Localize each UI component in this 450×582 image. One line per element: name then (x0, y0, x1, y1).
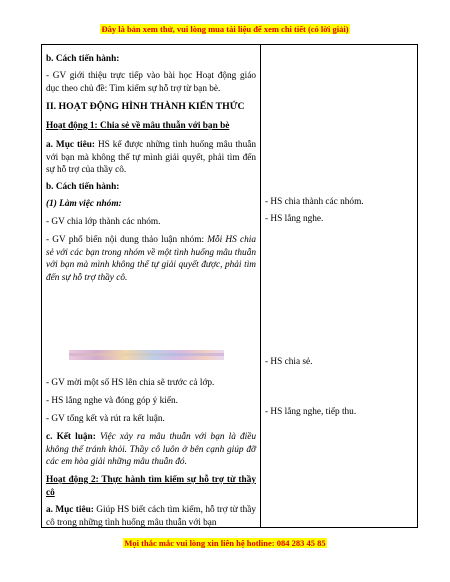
objective-label-2: a. Mục tiêu: (46, 505, 94, 515)
preview-banner (0, 24, 450, 34)
student-divide-groups: - HS chia thành các nhóm. (265, 197, 364, 207)
student-listen-absorb: - HS lắng nghe, tiếp thu. (265, 407, 357, 417)
summary-step: - GV tổng kết và rút ra kết luận. (46, 414, 165, 424)
hotline-banner (0, 538, 450, 548)
preview-banner-text: Đây là bản xem thử, vui lòng mua tài liệu để xem chi tiết (có lời giải) (101, 24, 349, 34)
method-heading-2: b. Cách tiến hành: (46, 182, 120, 192)
objective-text-2: Giúp HS biết cách tìm kiếm, hỗ trợ từ thầy cô trong những tình huống mâu thuẫn với bạn (46, 505, 256, 528)
student-share: - HS chia sẻ. (265, 357, 313, 367)
student-activity-column (261, 45, 418, 528)
conclusion-label: c. Kết luận: (46, 432, 96, 442)
objective-text: HS kể được những tình huống mâu thuẫn với bạn mà không thể tự mình giải quyết, phải tìm đến sự hỗ trợ của thầy cô. (46, 140, 256, 176)
teacher-activity-column (42, 45, 261, 528)
intro-paragraph: - GV giới thiệu trực tiếp vào bài học Hoạt động giáo dục theo chủ đề: Tìm kiếm sự hỗ trợ từ bạn bè. (46, 71, 256, 94)
discussion-instructions (46, 234, 256, 285)
activity-1-objective (46, 139, 256, 177)
divide-class-step: - GV chia lớp thành các nhóm. (46, 217, 161, 227)
activity-2-title: Hoạt động 2: Thực hành tìm kiếm sự hỗ trợ từ thầy cô (46, 475, 256, 498)
hotline-text: Mọi thắc mắc vui lòng xin liên hệ hotline: 084 283 45 85 (124, 538, 326, 548)
method-heading-1: b. Cách tiến hành: (46, 54, 120, 64)
objective-label: a. Mục tiêu: (46, 140, 96, 150)
student-listen: - HS lắng nghe. (265, 214, 324, 224)
listen-contribute-step: - HS lắng nghe và đóng góp ý kiến. (46, 396, 178, 406)
activity-1-title: Hoạt động 1: Chia sẻ về mâu thuẫn với bạn bè (46, 121, 230, 131)
share-step: - GV mời một số HS lên chia sẽ trước cả lớp. (46, 378, 215, 388)
section-heading: II. HOẠT ĐỘNG HÌNH THÀNH KIẾN THỨC (46, 101, 245, 112)
lesson-table (41, 44, 418, 528)
discussion-task: Mỗi HS chia sẻ với các bạn trong nhóm về một tình huống mâu thuẫn với bạn mà mình không thể tự giải quyết được, phải tìm đến sự hỗ trợ thầy cô. (46, 235, 256, 284)
activity-2-objective (46, 504, 256, 528)
conclusion (46, 431, 256, 469)
conclusion-text: Việc xảy ra mâu thuẫn với bạn là điều không thể tránh khỏi. Thầy cô luôn ở bên cạnh giúp đỡ các em hòa giải những mâu thuẫn đó. (46, 432, 256, 468)
illustration-image (69, 350, 224, 360)
group-work-heading: (1) Làm việc nhóm: (46, 199, 122, 209)
discussion-prefix: - GV phổ biến nội dung thảo luận nhóm: (46, 235, 208, 245)
